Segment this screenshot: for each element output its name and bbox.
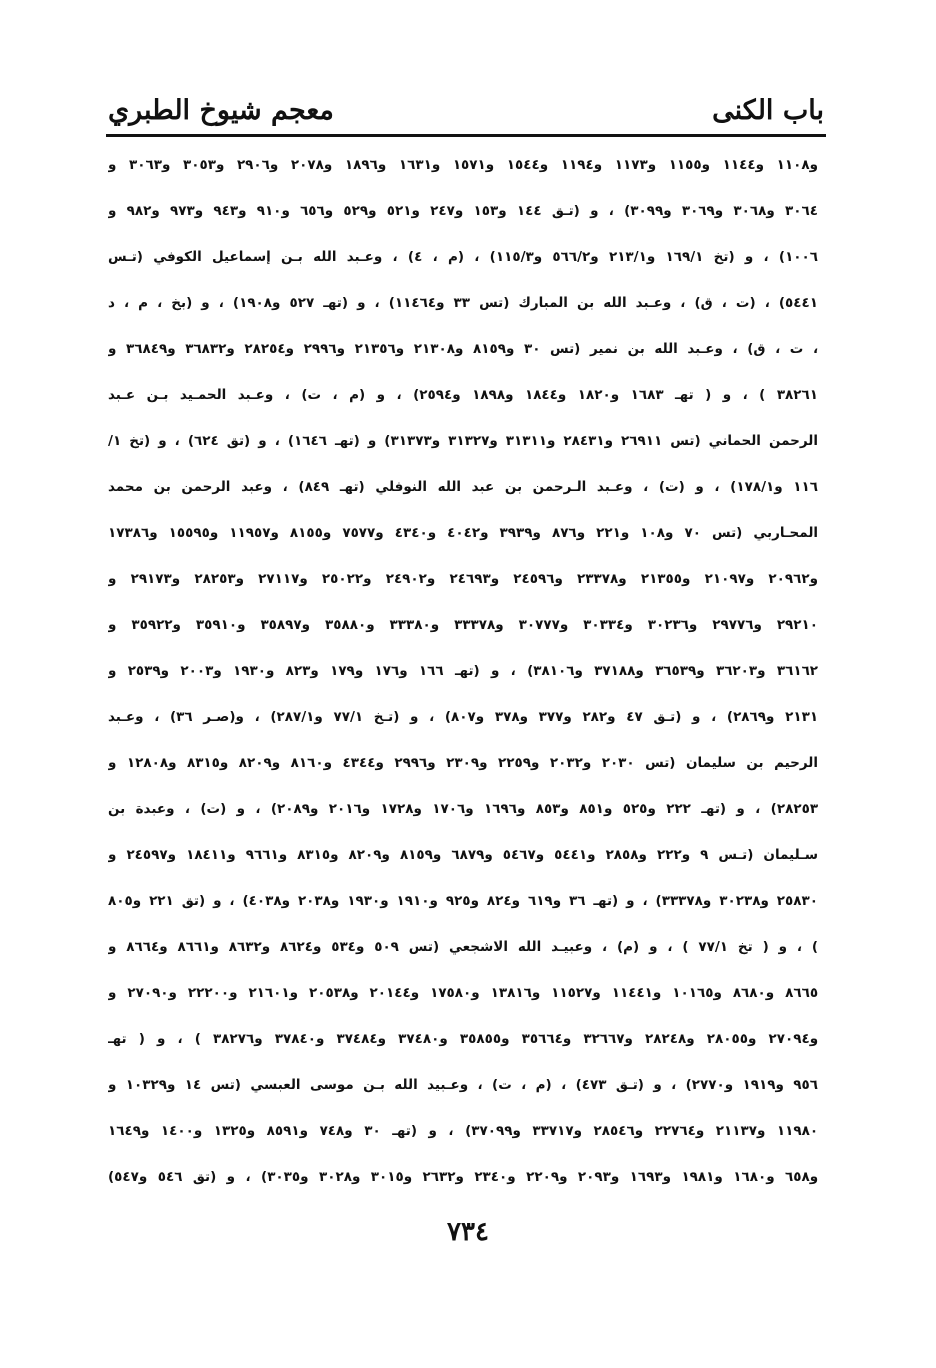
text-line: ٣٨٢٦١ ) ، و ( تهـ ١٦٨٣ و١٨٢٠ و١٨٤٤ و١٨٩٨ و٢٥٩٤) ، و (م ، ت) ، وعـبد الحمـيد بـن عـبد	[108, 387, 818, 403]
text-line: ٢٨٢٥٣) ، و (تهـ ٢٢٢ و٥٢٥ و٨٥١ و٨٥٣ و١٦٩٦ و١٧٠٦ و١٧٢٨ و٢٠١٦ و٢٠٨٩) ، و (ت) ، وعبدة بن	[108, 801, 818, 817]
page-number: ٧٣٤	[447, 1217, 489, 1247]
text-line: و٢٠٩٦٢ و٢١٠٩٧ و٢١٣٥٥ و٢٣٣٧٨ و٢٤٥٩٦ و٢٤٦٩٣ و٢٤٩٠٢ و٢٥٠٢٢ و٢٧١١٧ و٢٨٢٥٣ و٢٩١٧٣ و	[108, 571, 818, 587]
page-body-text	[108, 142, 818, 1200]
text-line: ٢٩٢١٠ و٢٩٧٧٦ و٣٠٢٣٦ و٣٠٣٣٤ و٣٠٧٧٧ و٣٣٣٧٨ و٣٣٣٨٠ و٣٥٨٨٠ و٣٥٨٩٧ و٣٥٩١٠ و٣٥٩٢٢ و	[108, 617, 818, 633]
text-line: ٢٥٨٣٠ و٣٠٢٣٨ و٣٣٣٧٨) ، و (تهـ ٣٦ و٦١٩ و٨٢٤ و٩٢٥ و١٩١٠ و١٩٣٠ و٢٠٣٨ و٤٠٣٨) ، و (تق ٢٢١ و٨٠٥	[108, 893, 818, 909]
book-title: معجم شيوخ الطبري	[108, 95, 334, 126]
running-header	[108, 86, 824, 130]
text-line: ١٠٠٦) ، و (تخ ١٦٩/١ و٢١٣/١ و٥٦٦/٢ و١١٥/٣) ، (م ، ٤) ، وعـبد الله بـن إسماعيل الكوفي (تـس	[108, 249, 818, 265]
text-line: و١١٠٨ و١١٤٤ و١١٥٥ و١١٧٣ و١١٩٤ و١٥٤٤ و١٥٧١ و١٦٣١ و١٨٩٦ و٢٠٧٨ و٢٩٠٦ و٣٠٥٣ و٣٠٦٣ و	[108, 157, 818, 173]
text-line: ١١٩٨٠ و٢١١٣٧ و٢٢٧٦٤ و٢٨٥٤٦ و٣٣٧١٧ و٣٧٠٩٩) ، و (تهـ ٣٠ و٧٤٨ و٨٥٩١ و١٣٢٥ و١٤٠٠ و١٦٤٩	[108, 1123, 818, 1139]
text-line: ٩٥٦ و١٩١٩ و٢٧٧٠) ، و (تـق ٤٧٣) ، (م ، ت) ، وعـبيد الله بـن موسى العبسي (تس ١٤ و١٠٣٢٩ و	[108, 1077, 818, 1093]
text-line: المحـاربي (تس ٧٠ و١٠٨ و٢٢١ و٨٧٦ و٣٩٣٩ و٤٠٤٢ و٤٣٤٠ و٧٥٧٧ و٨١٥٥ و١١٩٥٧ و١٥٥٩٥ و١٧٣٨٦	[108, 525, 818, 541]
text-line: ٢١٣١ و٢٨٦٩) ، و (تـق ٤٧ و٢٨٢ و٣٧٧ و٣٧٨ و٨٠٧) ، و (تـخ ٧٧/١ و٢٨٧/١) ، و(صـر ٣٦) ، وعـبد	[108, 709, 818, 725]
text-line: ٣٠٦٤ و٣٠٦٨ و٣٠٦٩ و٣٠٩٩) ، و (تـق ١٤٤ و١٥٣ و٢٤٧ و٥٢١ و٥٢٩ و٦٥٦ و٩١٠ و٩٤٣ و٩٧٣ و٩٨٢ و	[108, 203, 818, 219]
text-line: الرحمن الحماني (تس ٢٦٩١١ و٢٨٤٣١ و٣١٣١١ و٣١٣٢٧ و٣١٣٧٣) و (تهـ ١٦٤٦) ، و (تق ٦٢٤) ، و (تخ ١/	[108, 433, 818, 449]
header-rule	[106, 134, 826, 137]
text-line: الرحيم بن سليمان (تس ٢٠٣٠ و٢٠٣٢ و٢٢٥٩ و٢٣٠٩ و٢٩٩٦ و٤٣٤٤ و٨١٦٠ و٨٢٠٩ و٨٣١٥ و١٢٨٠٨ و	[108, 755, 818, 771]
text-line: ٨٦٦٥ و٨٦٨٠ و١٠١٦٥ و١١٤٤١ و١١٥٢٧ و١٣٨١٦ و١٧٥٨٠ و٢٠١٤٤ و٢٠٥٣٨ و٢١٦٠١ و٢٢٢٠٠ و٢٧٠٩٠ و	[108, 985, 818, 1001]
text-line: ٥٤٤١) ، (ت ، ق) ، وعـبد الله بن المبارك (تس ٣٣ و١١٤٦٤) ، و (تهـ ٥٢٧ و١٩٠٨) ، و (بخ ، م ، د	[108, 295, 818, 311]
chapter-title: باب الكنى	[712, 95, 824, 126]
text-line: و٢٧٠٩٤ و٢٨٠٥٥ و٢٨٢٤٨ و٣٢٦٦٧ و٣٥٦٦٤ و٣٥٨٥٥ و٣٧٤٨٠ و٣٧٤٨٤ و٣٧٨٤٠ و٣٨٢٧٦ ) ، و ( تهـ	[108, 1031, 818, 1047]
text-line: ٣٦١٦٢ و٣٦٢٠٣ و٣٦٥٣٩ و٣٧١٨٨ و٣٨١٠٦) ، و (تهـ ١٦٦ و١٧٦ و١٧٩ و٨٢٣ و١٩٣٠ و٢٠٠٣ و٢٥٣٩ و	[108, 663, 818, 679]
text-line: ١١٦ و١٧٨/١) ، و (ت) ، وعـبد الـرحمن بن عبد الله النوفلي (تهـ ٨٤٩) ، وعبد الرحمن بن محمد	[108, 479, 818, 495]
text-line: سـليمان (تـس ٩ و٢٢٢ و٢٨٥٨ و٥٤٤١ و٥٤٦٧ و٦٨٧٩ و٨١٥٩ و٨٢٠٩ و٨٣١٥ و٩٦٦١ و١٨٤١١ و٢٤٥٩٧ و	[108, 847, 818, 863]
text-line: ، ت ، ق) ، وعـبد الله بن نمير (تس ٣٠ و٨١٥٩ و٢١٣٠٨ و٢١٣٥٦ و٢٩٩٦ و٢٨٢٥٤ و٣٦٨٣٢ و٣٦٨٤٩ و	[108, 341, 818, 357]
text-line: و٦٥٨ و١٦٨٠ و١٩٨١ و١٦٩٣ و٢٠٩٣ و٢٢٠٩ و٢٣٤٠ و٢٦٣٢ و٣٠١٥ و٣٠٢٨ و٣٠٣٥) ، و (تق ٥٤٦ و٥٤٧)	[108, 1169, 818, 1185]
text-line: ) ، و ( تخ ٧٧/١ ) ، و (م) ، وعبيـد الله الاشجعي (تس ٥٠٩ و٥٣٤ و٨٦٢٤ و٨٦٣٢ و٨٦٦١ و٨٦٦٤ و	[108, 939, 818, 955]
